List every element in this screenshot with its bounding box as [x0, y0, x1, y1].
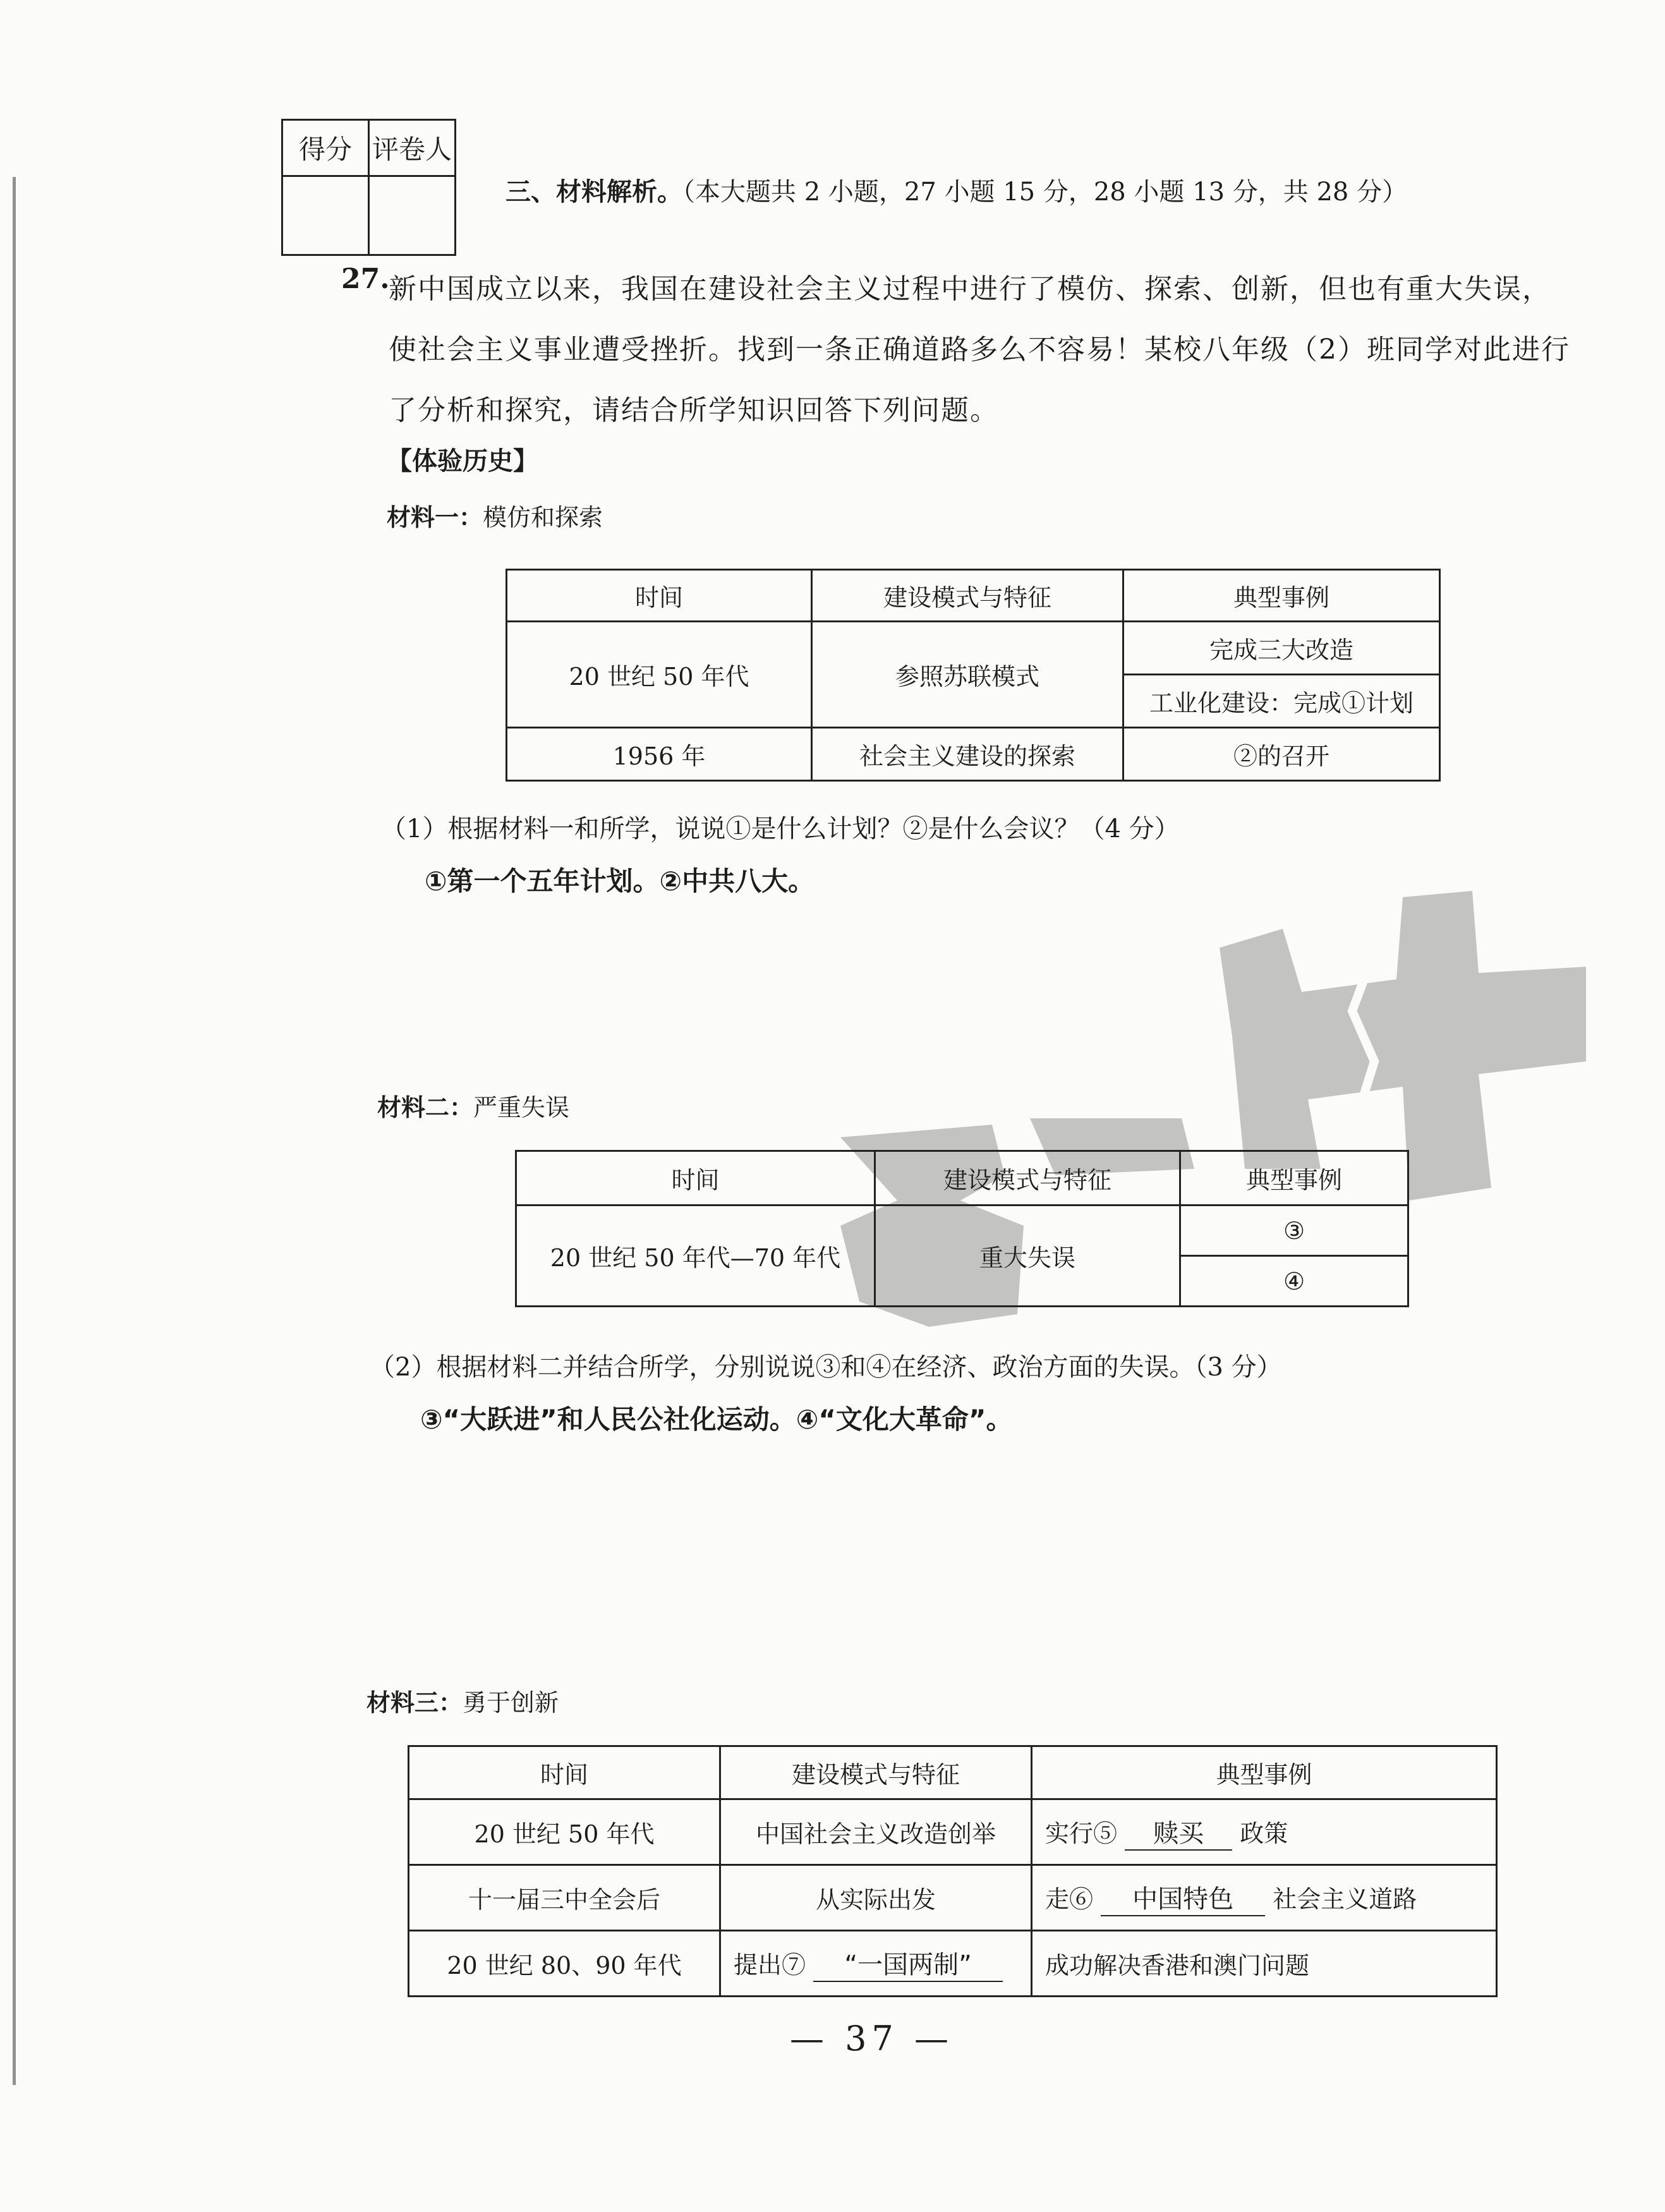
m3-row1-example-suffix: 政策 [1240, 1820, 1288, 1847]
m3-row1-example-prefix: 实行⑤ [1045, 1820, 1118, 1847]
material3-title: 勇于创新 [463, 1689, 559, 1717]
m3-row2-example [1032, 1865, 1497, 1931]
m1-row1-time: 20 世纪 50 年代 [507, 622, 812, 728]
score-cell[interactable] [282, 176, 369, 255]
m3-header-example: 典型事例 [1032, 1746, 1497, 1799]
m1-header-example: 典型事例 [1123, 570, 1440, 622]
m2-row1-time: 20 世纪 50 年代—70 年代 [516, 1206, 875, 1307]
material1-label [387, 498, 603, 533]
m1-row2-model: 社会主义建设的探索 [812, 728, 1123, 781]
blank-7-answer[interactable]: “一国两制” [813, 1945, 1003, 1982]
grader-label: 评卷人 [369, 120, 456, 176]
scan-binding-edge [13, 177, 16, 2085]
material1-label-prefix: 材料一： [387, 504, 483, 531]
m3-row3-model-prefix: 提出⑦ [734, 1951, 806, 1979]
sub-question-2: （2）根据材料二并结合所学，分别说说③和④在经济、政治方面的失误。（3 分） [370, 1353, 1282, 1382]
m3-row1-time: 20 世纪 50 年代 [409, 1799, 720, 1865]
m3-row3-model [720, 1931, 1032, 1997]
experience-history-heading: 【体验历史】 [387, 447, 538, 476]
m3-row1-model: 中国社会主义改造创举 [720, 1799, 1032, 1865]
m1-row1-example-b: 工业化建设：完成①计划 [1123, 675, 1440, 728]
m1-row1-example-a: 完成三大改造 [1123, 622, 1440, 675]
material3-label-prefix: 材料三： [366, 1689, 463, 1717]
blank-5-answer[interactable]: 赎买 [1125, 1813, 1232, 1851]
m3-header-model: 建设模式与特征 [720, 1746, 1032, 1799]
m2-header-model: 建设模式与特征 [875, 1151, 1180, 1206]
m2-row1-model: 重大失误 [875, 1206, 1180, 1307]
m1-header-model: 建设模式与特征 [812, 570, 1123, 622]
answer-1: ①第一个五年计划。②中共八大。 [425, 866, 815, 897]
m2-header-time: 时间 [516, 1151, 875, 1206]
question-number: 27. [341, 263, 390, 295]
m2-example-3: ③ [1180, 1206, 1408, 1256]
m3-header-time: 时间 [409, 1746, 720, 1799]
m3-row2-time: 十一届三中全会后 [409, 1865, 720, 1931]
m2-header-example: 典型事例 [1180, 1151, 1408, 1206]
m3-row2-example-suffix: 社会主义道路 [1273, 1885, 1417, 1913]
m3-row1-example [1032, 1799, 1497, 1865]
question-text: 新中国成立以来，我国在建设社会主义过程中进行了模仿、探索、创新，但也有重大失误，使社会主义事业遭受挫折。找到一条正确道路多么不容易！某校八年级（2）班同学对此进行了分析和探究，请结合所学知识回答下列问题。 [389, 273, 1570, 426]
m1-row2-time: 1956 年 [507, 728, 812, 781]
m3-row2-model: 从实际出发 [720, 1865, 1032, 1931]
material2-title: 严重失误 [473, 1094, 570, 1121]
score-label: 得分 [282, 120, 369, 176]
answer-2: ③“大跃进”和人民公社化运动。④“文化大革命”。 [420, 1404, 1013, 1435]
grader-cell[interactable] [369, 176, 456, 255]
sub-question-1: （1）根据材料一和所学，说说①是什么计划？②是什么会议？（4 分） [381, 814, 1180, 843]
section-heading: 三、材料解析。 [506, 178, 682, 207]
m1-row1-model: 参照苏联模式 [812, 622, 1123, 728]
material2-label [377, 1088, 569, 1123]
material2-table [515, 1150, 1409, 1307]
m1-header-time: 时间 [507, 570, 812, 622]
m3-row3-time: 20 世纪 80、90 年代 [409, 1931, 720, 1997]
blank-6-answer[interactable]: 中国特色 [1101, 1879, 1265, 1916]
m2-example-4: ④ [1180, 1256, 1408, 1307]
m3-row2-example-prefix: 走⑥ [1045, 1885, 1094, 1913]
material1-table [506, 569, 1441, 782]
material2-label-prefix: 材料二： [377, 1094, 474, 1121]
m3-row3-example: 成功解决香港和澳门问题 [1032, 1931, 1497, 1997]
m1-row2-example: ②的召开 [1123, 728, 1440, 781]
page-number: — 37 — [790, 2019, 954, 2058]
section-note: （本大题共 2 小题，27 小题 15 分，28 小题 13 分，共 28 分） [682, 178, 1408, 207]
section-title [506, 172, 1407, 208]
score-box [281, 119, 456, 256]
material1-title: 模仿和探索 [483, 504, 603, 531]
material3-label [366, 1683, 559, 1718]
material3-table [408, 1745, 1498, 1997]
